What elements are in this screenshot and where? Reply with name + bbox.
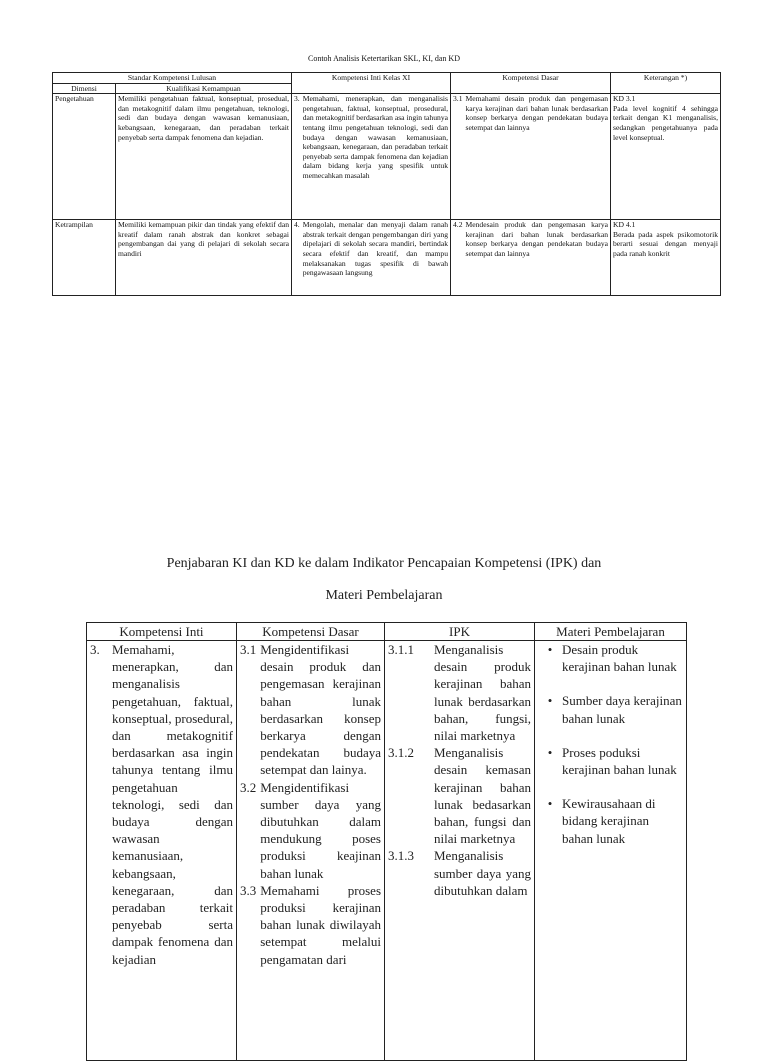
list-item bbox=[538, 692, 683, 726]
header-skl: Standar Kompetensi Lulusan bbox=[53, 73, 292, 84]
materi-text: Proses poduksi kerajinan bahan lunak bbox=[562, 744, 677, 778]
bullet-icon: • bbox=[547, 796, 553, 812]
skl-ki-kd-table bbox=[52, 72, 721, 296]
ki-number: 3. bbox=[90, 642, 100, 657]
keterangan-text: Pada level kognitif 4 sehingga terkait dengan K1 menganalisis, sedangkan pengetahuanya pada level konseptual. bbox=[613, 103, 718, 142]
kd-number: 4.2 bbox=[453, 220, 463, 230]
list-item bbox=[388, 641, 531, 744]
ipk-cell bbox=[385, 641, 535, 1061]
table-row bbox=[87, 641, 687, 1061]
ki-text: Memahami, menerapkan, dan menganalisis pengetahuan, faktual, konseptual, prosedural, dan metakognitif berdasarkan asa ingin tahunya tentang ilmu pengetahuan teknologi, sedi dan budaya dengan wawasan kemanusiaan, kebangsaan, kenegaraan, dan peradaban terkait penyebab serta dampak fenomena dan kejadian bbox=[112, 642, 233, 967]
keterangan-text: Berada pada aspek psikomotorik berarti sesuai dengan menyaji pada ranah konkrit bbox=[613, 229, 718, 258]
materi-text: Sumber daya kerajinan bahan lunak bbox=[562, 693, 682, 726]
materi-cell bbox=[535, 641, 687, 1061]
list-item bbox=[538, 795, 683, 847]
ipk-text: Menganalisis desain produk kerajinan bahan lunak berdasarkan bahan, fungsi, nilai marketnya bbox=[434, 642, 531, 744]
materi-text: Desain produk kerajinan bahan lunak bbox=[562, 642, 677, 675]
header-kompetensi-inti: Kompetensi Inti bbox=[87, 623, 237, 641]
header-materi: Materi Pembelajaran bbox=[535, 623, 687, 641]
list-item bbox=[240, 882, 381, 968]
ipk-number: 3.1.3 bbox=[388, 848, 414, 864]
header-kualifikasi: Kualifikasi Kemampuan bbox=[116, 83, 292, 94]
table1-title: Contoh Analisis Ketertarikan SKL, KI, dan KD bbox=[308, 54, 460, 63]
materi-list bbox=[538, 641, 683, 847]
list-item bbox=[538, 641, 683, 675]
keterangan-cell bbox=[611, 94, 721, 220]
ki-cell bbox=[292, 220, 451, 296]
kd-text: Memahami desain produk dan pengemasan karya kerajinan dari bahan lunak berdasarkan konsep berkarya dengan pendekatan budaya setempat dan lainnya bbox=[465, 94, 608, 132]
list-item bbox=[388, 744, 531, 847]
header-ki: Kompetensi Inti Kelas XI bbox=[292, 73, 451, 94]
ipk-number: 3.1.2 bbox=[388, 745, 414, 761]
keterangan-cell bbox=[611, 220, 721, 296]
kd-number: 3.1 bbox=[240, 642, 257, 657]
table-row bbox=[53, 94, 721, 220]
header-kd: Kompetensi Dasar bbox=[451, 73, 611, 94]
ki-text: Memahami, menerapkan, dan menganalisis pengetahuan, faktual, konseptual, prosedural, dan metakognitif berdasarkan asa ingin tahunya tentang ilmu pengetahuan teknologi, sedi dan budaya dengan wawasan kemanusiaan, kebangsaan, kenegaraan, dan peradaban terkait penyebab serta dampak fenomena dan kejadian dalam bidang kerja yang spesifik untuk memecahkan masalah bbox=[302, 94, 448, 180]
kd-text: Memahami proses produksi kerajinan bahan lunak diwilayah setempat melalui pengamatan dari bbox=[260, 882, 381, 967]
kd-cell bbox=[451, 94, 611, 220]
list-item bbox=[388, 847, 531, 899]
dimensi-cell: Ketrampilan bbox=[53, 220, 116, 296]
header-dimensi: Dimensi bbox=[53, 83, 116, 94]
kd-cell bbox=[237, 641, 385, 1061]
header-ipk: IPK bbox=[385, 623, 535, 641]
ki-cell bbox=[87, 641, 237, 1061]
bullet-icon: • bbox=[547, 693, 553, 709]
kd-text: Mengidentifikasi sumber daya yang dibutuhkan dalam mendukung poses produksi keajinan bahan lunak bbox=[260, 779, 381, 881]
ki-cell bbox=[292, 94, 451, 220]
bullet-icon: • bbox=[547, 744, 553, 760]
kd-number: 3.2 bbox=[240, 779, 257, 795]
list-item bbox=[538, 744, 683, 778]
ki-kd-ipk-table bbox=[86, 622, 687, 1061]
list-item bbox=[240, 641, 381, 779]
table-row bbox=[53, 220, 721, 296]
section2-title-line2: Materi Pembelajaran bbox=[325, 588, 443, 603]
kd-number: 3.1 bbox=[453, 94, 463, 104]
section2-title-line1: Penjabaran KI dan KD ke dalam Indikator Pencapaian Kompetensi (IPK) dan bbox=[166, 556, 602, 571]
keterangan-title: KD 4.1 bbox=[613, 220, 636, 230]
kualifikasi-cell: Memiliki pengetahuan faktual, konseptual, prosedual, dan metakognitif dalam ilmu pengetahuan, teknologi, sedi dan budaya dengan wawasan kemanusiaan, kebangsaan, kenegaraan, dan peradaban terkait penyebab serta dampak fenomena dan kejadian. bbox=[116, 94, 292, 220]
keterangan-title: KD 3.1 bbox=[613, 94, 636, 104]
ipk-number: 3.1.1 bbox=[388, 642, 414, 657]
ipk-text: Menganalisis sumber daya yang dibutuhkan dalam bbox=[434, 848, 531, 898]
kd-number: 3.3 bbox=[240, 882, 257, 898]
ki-number: 4. bbox=[294, 220, 300, 230]
ipk-text: Menganalisis desain kemasan kerajinan bahan lunak bedasarkan bahan, fungsi dan nilai marketnya bbox=[434, 745, 531, 847]
list-item bbox=[240, 779, 381, 882]
kd-text: Mengidentifikasi desain produk dan pengemasan kerajinan bahan lunak berdasarkan konsep berkarya dengan pendekatan budaya setempat dan lainya. bbox=[260, 642, 381, 778]
ki-number: 3. bbox=[294, 94, 300, 104]
header-keterangan: Keterangan *) bbox=[611, 73, 721, 94]
kd-text: Mendesain produk dan pengemasan karya kerajinan dari bahan lunak berdasarkan konsep berkarya dengan pendekatan budaya setempat dan lainnya bbox=[465, 220, 608, 258]
kualifikasi-cell: Memiliki kemampuan pikir dan tindak yang efektif dan kreatif dalam ranah abstrak dan konkret sebagai pengembangan dai yang di pelajari di sekolah secara mandiri bbox=[116, 220, 292, 296]
kd-cell bbox=[451, 220, 611, 296]
ki-text: Mengolah, menalar dan menyaji dalam ranah abstrak terkait dengan pengembangan diri yang dipelajari di sekolah secara mandiri, bertindak secara efektif dan kreatif, dan mampu melaksanakan tugas spesifik di bawah pengawasaan langsung bbox=[302, 220, 448, 278]
dimensi-cell: Pengetahuan bbox=[53, 94, 116, 220]
header-kompetensi-dasar: Kompetensi Dasar bbox=[237, 623, 385, 641]
bullet-icon: • bbox=[547, 642, 553, 657]
materi-text: Kewirausahaan di bidang kerajinan bahan lunak bbox=[562, 796, 656, 846]
